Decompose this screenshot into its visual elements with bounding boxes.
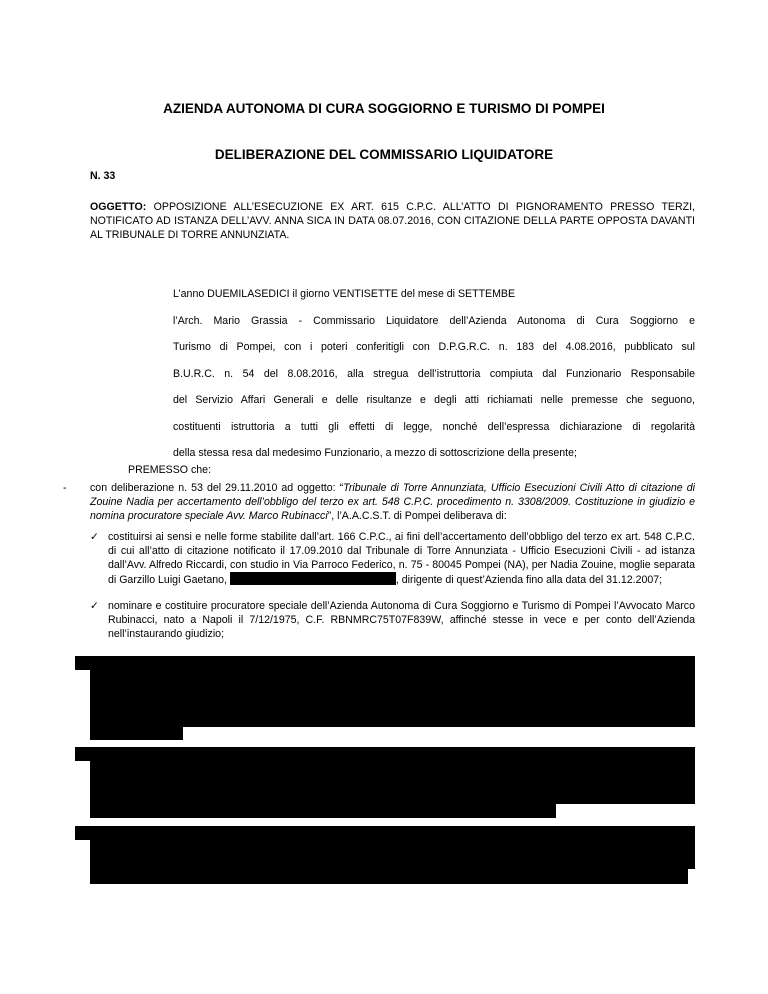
premise-item <box>90 482 695 523</box>
redaction-block <box>90 759 695 804</box>
document-subtitle: DELIBERAZIONE DEL COMMISSARIO LIQUIDATORE <box>214 147 554 162</box>
premise-text-end: ”, l’A.A.C.S.T. di Pompei deliberava di: <box>327 509 507 522</box>
intro-line: Turismo di Pompei, con i poteri conferitigli con D.P.G.R.C. n. 183 del 4.08.2016, pubblicato sul <box>173 341 695 353</box>
check-item-text: nominare e costituire procuratore speciale dell’Azienda Autonoma di Cura Soggiorno e Turismo di Pompei l’Avvocato Marco Rubinacci, nato a Napoli il 7/12/1975, C.F. RBNMRC75T07F839W, affinché stesse in vece e per conto dell’Azienda nell’instaurando giudizio; <box>108 600 695 640</box>
premise-italic-title: Tribunale di Torre Annunziata, Ufficio Esecuzioni Civili Atto di citazione di Zouine Nadia per accertamento dell’obbligo del terzo ex art. 548 C.P.C. procedimento n. 3308/2009. Costituzione in giudizio e nomina procuratore speciale Avv. Marco Rubinacci <box>90 482 695 522</box>
check-item-text-end: , dirigente di quest’Azienda fino alla data del 31.12.2007; <box>395 574 663 587</box>
redaction-block <box>90 868 688 884</box>
redaction-block <box>90 725 183 740</box>
oggetto-text: OPPOSIZIONE ALL’ESECUZIONE EX ART. 615 C.P.C. ALL’ATTO DI PIGNORAMENTO PRESSO TERZI, NOTIFICATO AD ISTANZA DELL’AVV. ANNA SICA IN DATA 08.07.2016, CON CITAZIONE DELLA PARTE OPPOSTA DAVANTI AL TRIBUNALE DI TORRE ANNUNZIATA. <box>90 201 696 241</box>
check-icon: ✓ <box>90 531 99 543</box>
oggetto-label: OGGETTO: <box>90 201 147 213</box>
check-icon: ✓ <box>90 600 99 612</box>
premise-text-start: con deliberazione n. 53 del 29.11.2010 ad oggetto: “ <box>90 482 344 494</box>
intro-line: del Servizio Affari Generali e delle risultanze e degli atti richiamati nelle premesse che seguono, <box>173 394 695 406</box>
redaction-block <box>90 803 556 818</box>
intro-line: B.U.R.C. n. 54 del 8.08.2016, alla stregua dell’istruttoria compiuta dal Funzionario Responsabile <box>173 368 695 380</box>
premesso-heading: PREMESSO che: <box>128 464 212 476</box>
check-item <box>108 600 695 641</box>
document-header-title: AZIENDA AUTONOMA DI CURA SOGGIORNO E TURISMO DI POMPEI <box>163 101 605 116</box>
intro-line: costituenti istruttoria a tutti gli effetti di legge, nonché dell’espressa dichiarazione di regolarità <box>173 421 695 433</box>
oggetto-block <box>90 201 695 242</box>
redaction-block <box>90 668 695 727</box>
redaction-inline <box>230 572 396 585</box>
intro-paragraph <box>173 288 695 488</box>
intro-line: L’anno DUEMILASEDICI il giorno VENTISETTE del mese di SETTEMBE <box>173 288 516 300</box>
intro-line: della stessa resa dal medesimo Funzionario, a mezzo di sottoscrizione della presente; <box>173 447 577 459</box>
check-item-text: costituirsi ai sensi e nelle forme stabilite dall’art. 166 C.P.C., ai fini dell’accertamento dell’obbligo del terzo ex art. 548 C.P.C. di cui all’atto di citazione notificato il 17.09.2010 dal Tribunale di Torre Annunziata - Ufficio Esecuzioni Civili - ad istanza dall’Avv. Alfredo Riccardi, con studio in Via Parroco Federico, n. 75 - 80045 Pompei (NA), per Nadia Zouine, moglie separata di Garzillo Luigi Gaetano, <box>108 531 695 587</box>
intro-line: l’Arch. Mario Grassia - Commissario Liquidatore dell’Azienda Autonoma di Cura Soggiorno e <box>173 315 695 327</box>
dash-marker: - <box>63 482 67 494</box>
redaction-block <box>90 838 695 869</box>
deliberation-number: N. 33 <box>90 170 116 182</box>
check-item <box>108 531 695 588</box>
